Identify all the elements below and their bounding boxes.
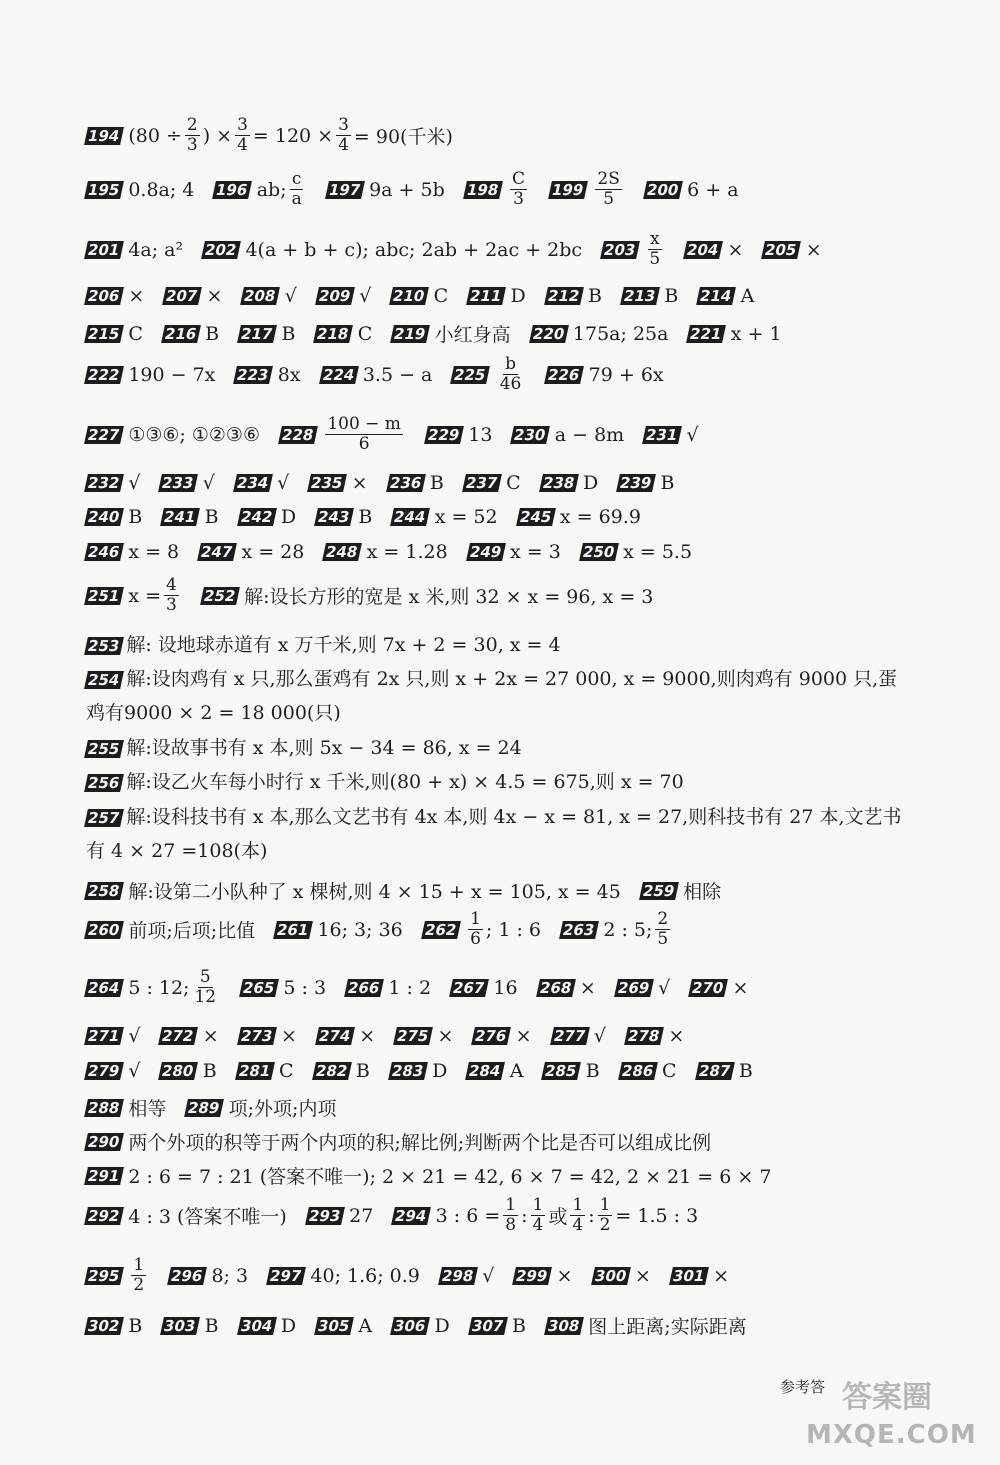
answer-text: C — [506, 472, 521, 494]
question-number: 272 — [159, 1027, 199, 1045]
answer-217 — [239, 323, 295, 345]
answer-209 — [317, 285, 371, 307]
question-number: 207 — [162, 287, 202, 305]
answer-239 — [618, 472, 674, 494]
answer-205: 205 × — [763, 238, 822, 261]
answer-text: x = 8 — [128, 541, 180, 563]
answer-266: 266 1 : 2 — [346, 976, 432, 999]
answer-274 — [317, 1025, 375, 1047]
fraction: $\frac{1}{8}$ — [505, 1195, 517, 1235]
answer-263: 263 2 : 5; $\frac{2}{5}$ — [561, 909, 669, 949]
answer-307 — [470, 1315, 526, 1337]
answer-243 — [316, 506, 372, 528]
question-number: 244 — [390, 508, 430, 526]
answer-224: 224 3.5 − a — [320, 363, 433, 386]
question-number: 281 — [235, 1062, 275, 1080]
answer-261: 261 16; 3; 36 — [275, 918, 403, 941]
fraction: $\frac{5}{12}$ — [194, 967, 217, 1007]
answer-text: D — [432, 1060, 448, 1082]
answer-text: (80 ÷ $\frac{2}{3}$ ) × $\frac{3}{4}$ = 120 × $\frac{3}{4}$ = 90(千米) — [128, 115, 453, 155]
question-number: 206 — [84, 287, 124, 305]
fraction: $\frac{C}{3}$ — [512, 169, 526, 209]
answer-269: 269 √ — [615, 976, 671, 999]
watermark-url: MXQE.COM — [806, 1420, 977, 1450]
answer-line-288 — [86, 1094, 920, 1121]
answer-text: C — [662, 1060, 677, 1082]
answer-242 — [239, 506, 297, 528]
answer-250 — [581, 541, 692, 563]
answer-text: A — [358, 1314, 373, 1337]
question-number: 213 — [620, 287, 660, 305]
answer-line-279 — [86, 1060, 920, 1082]
answer-199: 199 $\frac{2S}{5}$ — [550, 169, 620, 209]
answer-text: B — [588, 285, 602, 307]
answer-line-292 — [86, 1196, 920, 1235]
fraction: $\frac{1}{2}$ — [133, 1255, 145, 1295]
fraction: $\frac{b}{46}$ — [499, 354, 522, 394]
answer-298: 298 √ — [439, 1264, 495, 1287]
answer-line-240 — [86, 506, 920, 528]
answer-line-227 — [86, 415, 920, 454]
answer-225: 225 $\frac{b}{46}$ — [452, 354, 522, 394]
answer-line-232 — [86, 472, 920, 494]
answer-207 — [164, 285, 222, 307]
answer-276 — [473, 1025, 531, 1047]
fraction: $\frac{2}{5}$ — [657, 909, 669, 949]
answer-290: 290 两个外项的积等于两个内项的积;解比例;判断两个比是否可以组成比例 — [86, 1132, 712, 1154]
fraction: $\frac{1}{4}$ — [572, 1195, 584, 1235]
question-number: 233 — [159, 474, 199, 492]
answer-237 — [464, 472, 521, 494]
answer-273 — [239, 1025, 297, 1047]
answer-line-290 — [86, 1128, 920, 1155]
fraction: $\frac{100 - m}{6}$ — [327, 414, 401, 454]
answer-227: 227 ①③⑥; ①②③⑥ — [86, 423, 260, 446]
answer-text: × — [206, 285, 223, 307]
answer-text: C — [357, 322, 373, 345]
answer-line-295 — [86, 1256, 920, 1295]
answer-235 — [309, 472, 367, 494]
answer-295: 295 $\frac{1}{2}$ — [86, 1255, 145, 1295]
answer-202: 202 4(a + b + c); abc; 2ab + 2ac + 2bc — [203, 238, 583, 261]
answer-252: 252 解:设长方形的宽是 x 米,则 32 × x = 96, x = 3 — [201, 586, 654, 608]
answer-213 — [622, 285, 678, 307]
answer-233 — [160, 472, 214, 494]
answer-228: 228 $\frac{100 - m}{6}$ — [280, 414, 401, 454]
question-number: 211 — [466, 287, 506, 305]
fraction: $\frac{c}{a}$ — [291, 169, 302, 209]
answer-text: B — [664, 285, 679, 307]
answer-265: 265 5 : 3 — [241, 976, 327, 999]
answer-text: B — [429, 472, 444, 494]
answer-text: D — [582, 472, 599, 494]
answer-216 — [163, 323, 219, 345]
answer-text: x = 69.9 — [559, 506, 641, 528]
answer-text: B — [202, 1060, 217, 1082]
answer-line-291 — [86, 1162, 920, 1189]
answer-text: B — [355, 1060, 370, 1082]
answer-197: 197 9a + 5b — [326, 178, 445, 201]
answer-line-215 — [86, 320, 920, 347]
answer-204: 204 × — [685, 238, 744, 261]
answer-223: 223 8x — [235, 363, 301, 386]
answer-304 — [239, 1315, 297, 1337]
answer-text: B — [281, 322, 296, 345]
fraction: $\frac{1}{4}$ — [532, 1195, 544, 1235]
question-number: 245 — [516, 508, 556, 526]
answer-text: B — [585, 1060, 600, 1082]
question-number: 307 — [468, 1317, 508, 1335]
answer-text: x = 1.28 — [366, 541, 448, 563]
answer-text: B — [128, 506, 143, 528]
answer-299: 299 × — [514, 1264, 573, 1287]
fraction: $\frac{3}{4}$ — [237, 115, 248, 155]
answer-249 — [468, 541, 561, 563]
answer-text: 小红身高 — [434, 324, 511, 346]
answer-251: 251 x = $\frac{4}{3}$ — [86, 575, 177, 615]
answer-line-206 — [86, 285, 920, 307]
question-number: 247 — [197, 543, 237, 561]
answer-260: 260 前项;后项;比值 — [86, 920, 256, 942]
answer-text: 图上距离;实际距离 — [588, 1316, 747, 1338]
answer-294: 294 3 : 6 = $\frac{1}{8}$ : $\frac{1}{4}$ 或 $\frac{1}{4}$ : $\frac{1}{2}$ = 1.5 : 3 — [393, 1195, 699, 1235]
answer-text: D — [280, 1314, 297, 1337]
answer-300: 300 × — [592, 1264, 651, 1287]
answer-229: 229 13 — [426, 423, 493, 446]
question-number: 218 — [314, 325, 354, 343]
question-number: 216 — [161, 325, 201, 343]
answer-text: x + 1 — [730, 322, 782, 345]
answer-256: 256 解:设乙火车每小时行 x 千米,则(80 + x) × 4.5 = 675,则 x = 70 — [86, 771, 684, 793]
answer-text: × — [351, 472, 368, 494]
answer-291: 291 2 : 6 = 7 : 21 (答案不唯一); 2 × 21 = 42, 6 × 7 = 42, 2 × 21 = 6 × 7 — [86, 1166, 772, 1188]
question-number: 238 — [539, 474, 579, 492]
question-number: 271 — [84, 1027, 124, 1045]
answer-text: B — [660, 472, 675, 494]
answer-215 — [86, 323, 143, 345]
answer-259: 259 相除 — [640, 881, 722, 903]
answer-line-302 — [86, 1312, 920, 1339]
answer-203: 203 $\frac{x}{5}$ — [602, 229, 661, 269]
answer-277 — [552, 1025, 606, 1047]
question-number: 240 — [84, 508, 124, 526]
answer-text: √ — [128, 472, 141, 494]
answer-text: B — [512, 1314, 526, 1337]
answer-306 — [392, 1315, 450, 1337]
answer-220 — [531, 323, 669, 345]
answer-text: C — [128, 322, 143, 345]
answer-281 — [237, 1060, 294, 1082]
answer-text: × — [515, 1025, 532, 1047]
answer-301: 301 × — [670, 1264, 730, 1287]
footer-label: 参考答 — [780, 1378, 826, 1396]
answer-text: √ — [202, 472, 215, 494]
question-number: 283 — [388, 1062, 428, 1080]
question-number: 308 — [544, 1317, 584, 1335]
question-number: 219 — [390, 325, 430, 343]
question-number: 234 — [233, 474, 273, 492]
question-number: 212 — [544, 287, 584, 305]
answer-text: √ — [128, 1060, 141, 1082]
question-number: 208 — [241, 287, 281, 305]
answer-275 — [395, 1025, 453, 1047]
answer-305 — [316, 1315, 372, 1337]
answer-text: × — [202, 1025, 219, 1047]
answer-236 — [388, 472, 444, 494]
answer-234 — [235, 472, 289, 494]
answer-302 — [86, 1315, 142, 1337]
answer-text: × — [668, 1025, 685, 1047]
answer-text: √ — [128, 1025, 141, 1047]
question-number: 246 — [84, 543, 124, 561]
answer-292: 292 4 : 3 (答案不唯一) — [86, 1206, 287, 1228]
answer-text: D — [434, 1314, 450, 1337]
question-number: 304 — [237, 1317, 277, 1335]
answer-line-260 — [86, 910, 920, 949]
answer-231: 231 √ — [644, 423, 699, 446]
watermark-logo: 答案圈 — [842, 1380, 932, 1415]
answer-208 — [242, 285, 296, 307]
question-number: 306 — [390, 1317, 430, 1335]
answer-267: 267 16 — [451, 976, 518, 999]
answer-text: C — [279, 1060, 294, 1082]
answer-text: D — [510, 285, 526, 307]
question-number: 286 — [618, 1062, 658, 1080]
question-number: 235 — [307, 474, 347, 492]
answer-222: 222 190 − 7x — [86, 363, 216, 386]
answer-293: 293 27 — [306, 1204, 374, 1227]
answer-271 — [86, 1025, 140, 1047]
answer-296: 296 8; 3 — [169, 1264, 249, 1287]
answer-284 — [467, 1060, 523, 1082]
answer-248 — [324, 541, 447, 563]
answer-text: √ — [359, 285, 372, 307]
question-number: 276 — [471, 1027, 511, 1045]
answer-268: 268 × — [537, 976, 596, 999]
answer-194 — [86, 116, 453, 155]
answer-195: 195 0.8a; 4 — [86, 178, 195, 201]
question-number: 273 — [237, 1027, 277, 1045]
answer-198: 198 $\frac{C}{3}$ — [464, 169, 526, 209]
answer-282 — [314, 1060, 370, 1082]
answer-253: 253 解: 设地球赤道有 x 万千米,则 7x + 2 = 30, x = 4 — [86, 634, 561, 656]
question-number: 232 — [84, 474, 124, 492]
question-number: 215 — [84, 325, 124, 343]
answer-200: 200 6 + a — [644, 178, 739, 201]
question-number: 239 — [616, 474, 656, 492]
answer-text: √ — [284, 285, 297, 307]
question-number: 210 — [389, 287, 429, 305]
answer-241 — [162, 506, 218, 528]
answer-line-194 — [86, 116, 920, 155]
answer-280 — [160, 1060, 216, 1082]
answer-262: 262 $\frac{1}{6}$ ; 1 : 6 — [422, 909, 542, 949]
question-number: 274 — [315, 1027, 355, 1045]
answer-text: × — [280, 1025, 297, 1047]
answer-line-195 — [86, 170, 920, 209]
answer-218 — [315, 323, 372, 345]
question-number: 243 — [314, 508, 354, 526]
answer-line-201 — [86, 230, 920, 269]
question-number: 277 — [550, 1027, 590, 1045]
question-number: 214 — [696, 287, 736, 305]
answer-246 — [86, 541, 179, 563]
question-number: 303 — [160, 1317, 200, 1335]
answer-201: 201 4a; a² — [86, 238, 184, 261]
question-number: 279 — [84, 1062, 124, 1080]
answer-text: B — [204, 506, 219, 528]
question-number: 194 — [84, 127, 124, 145]
answer-214 — [698, 285, 754, 307]
answer-258: 258 解:设第二小队种了 x 棵树,则 4 × 15 + x = 105, x = 45 — [86, 881, 621, 903]
answer-text: 175a; 25a — [572, 322, 669, 345]
question-number: 209 — [315, 287, 355, 305]
answer-257: 257 解:设科技书有 x 本,那么文艺书有 4x 本,则 4x − x = 81, x = 27,则科技书有 27 本,文艺书有 4 × 27 =108(本) — [86, 806, 902, 862]
answer-303 — [162, 1315, 218, 1337]
question-number: 220 — [529, 325, 569, 343]
answer-232 — [86, 472, 140, 494]
answer-297: 297 40; 1.6; 0.9 — [268, 1264, 420, 1287]
answer-text: x = 3 — [510, 541, 561, 563]
answer-206 — [86, 285, 144, 307]
question-number: 280 — [159, 1062, 199, 1080]
answer-text: × — [128, 285, 145, 307]
answer-line-251 — [86, 576, 920, 615]
answer-244 — [392, 506, 497, 528]
answer-text: √ — [277, 472, 290, 494]
fraction: $\frac{2S}{5}$ — [597, 169, 620, 209]
answer-279 — [86, 1060, 140, 1082]
fraction: $\frac{4}{3}$ — [166, 575, 177, 615]
answer-240 — [86, 506, 142, 528]
answer-308 — [546, 1312, 747, 1339]
answer-text: x = 28 — [241, 541, 305, 563]
answer-247 — [199, 541, 304, 563]
answer-283 — [390, 1060, 448, 1082]
question-number: 242 — [237, 508, 277, 526]
answer-226: 226 79 + 6x — [546, 363, 664, 386]
answer-230: 230 a − 8m — [512, 423, 625, 446]
question-number: 237 — [462, 474, 502, 492]
answer-text: x = 52 — [434, 506, 498, 528]
answer-245 — [518, 506, 641, 528]
question-number: 221 — [687, 325, 727, 343]
question-number: 250 — [579, 543, 619, 561]
answer-line-222 — [86, 355, 920, 394]
answer-255: 255 解:设故事书有 x 本,则 5x − 34 = 86, x = 24 — [86, 737, 522, 759]
answer-text: C — [433, 285, 449, 307]
answer-272 — [160, 1025, 218, 1047]
answer-line-271 — [86, 1025, 920, 1047]
answer-287 — [697, 1060, 753, 1082]
answer-text: B — [128, 1314, 143, 1337]
answer-text: B — [738, 1060, 753, 1082]
question-number: 217 — [237, 325, 277, 343]
answer-text: × — [359, 1025, 376, 1047]
answer-196: 196 ab; $\frac{c}{a}$ — [214, 169, 302, 209]
question-number: 302 — [84, 1317, 124, 1335]
answer-238 — [541, 472, 599, 494]
fraction: $\frac{2}{3}$ — [186, 115, 198, 155]
answer-text: D — [280, 506, 297, 528]
question-number: 278 — [624, 1027, 664, 1045]
answer-line-264 — [86, 968, 920, 1007]
answer-text: B — [205, 322, 220, 345]
fraction: $\frac{1}{6}$ — [470, 909, 481, 949]
fraction: $\frac{3}{4}$ — [338, 115, 349, 155]
question-number: 285 — [542, 1062, 582, 1080]
answer-285 — [543, 1060, 599, 1082]
answer-line-246 — [86, 541, 920, 563]
answer-221 — [688, 323, 781, 345]
fraction: $\frac{x}{5}$ — [649, 229, 661, 269]
answer-212 — [546, 285, 602, 307]
answer-211 — [468, 285, 526, 307]
question-number: 241 — [160, 508, 200, 526]
question-number: 236 — [386, 474, 426, 492]
answer-289: 289 项;外项;内项 — [186, 1098, 337, 1120]
fraction: $\frac{1}{2}$ — [599, 1195, 611, 1235]
answer-219 — [392, 320, 510, 347]
question-number: 284 — [465, 1062, 505, 1080]
question-number: 248 — [322, 543, 362, 561]
question-number: 249 — [466, 543, 506, 561]
answer-278 — [626, 1025, 684, 1047]
question-number: 305 — [314, 1317, 354, 1335]
question-number: 275 — [393, 1027, 433, 1045]
answer-264: 264 5 : 12; $\frac{5}{12}$ — [86, 967, 217, 1007]
question-number: 287 — [695, 1062, 735, 1080]
answer-254: 254 解:设肉鸡有 x 只,那么蛋鸡有 2x 只,则 x + 2x = 27 000, x = 9000,则肉鸡有 9000 只,蛋鸡有9000 × 2 = 18 000(只) — [86, 668, 898, 724]
answer-text: × — [437, 1025, 454, 1047]
answer-text: √ — [593, 1025, 607, 1047]
answer-text: B — [204, 1314, 219, 1337]
answer-210 — [391, 285, 448, 307]
answer-text: A — [740, 285, 755, 307]
answer-text: x = 5.5 — [623, 541, 693, 563]
answer-286 — [620, 1060, 677, 1082]
question-number: 282 — [312, 1062, 352, 1080]
answer-text: A — [509, 1060, 524, 1082]
answer-288: 288 相等 — [86, 1098, 167, 1120]
answer-text: B — [358, 506, 373, 528]
answer-270: 270 × — [690, 976, 749, 999]
answer-line-258 — [86, 877, 920, 904]
